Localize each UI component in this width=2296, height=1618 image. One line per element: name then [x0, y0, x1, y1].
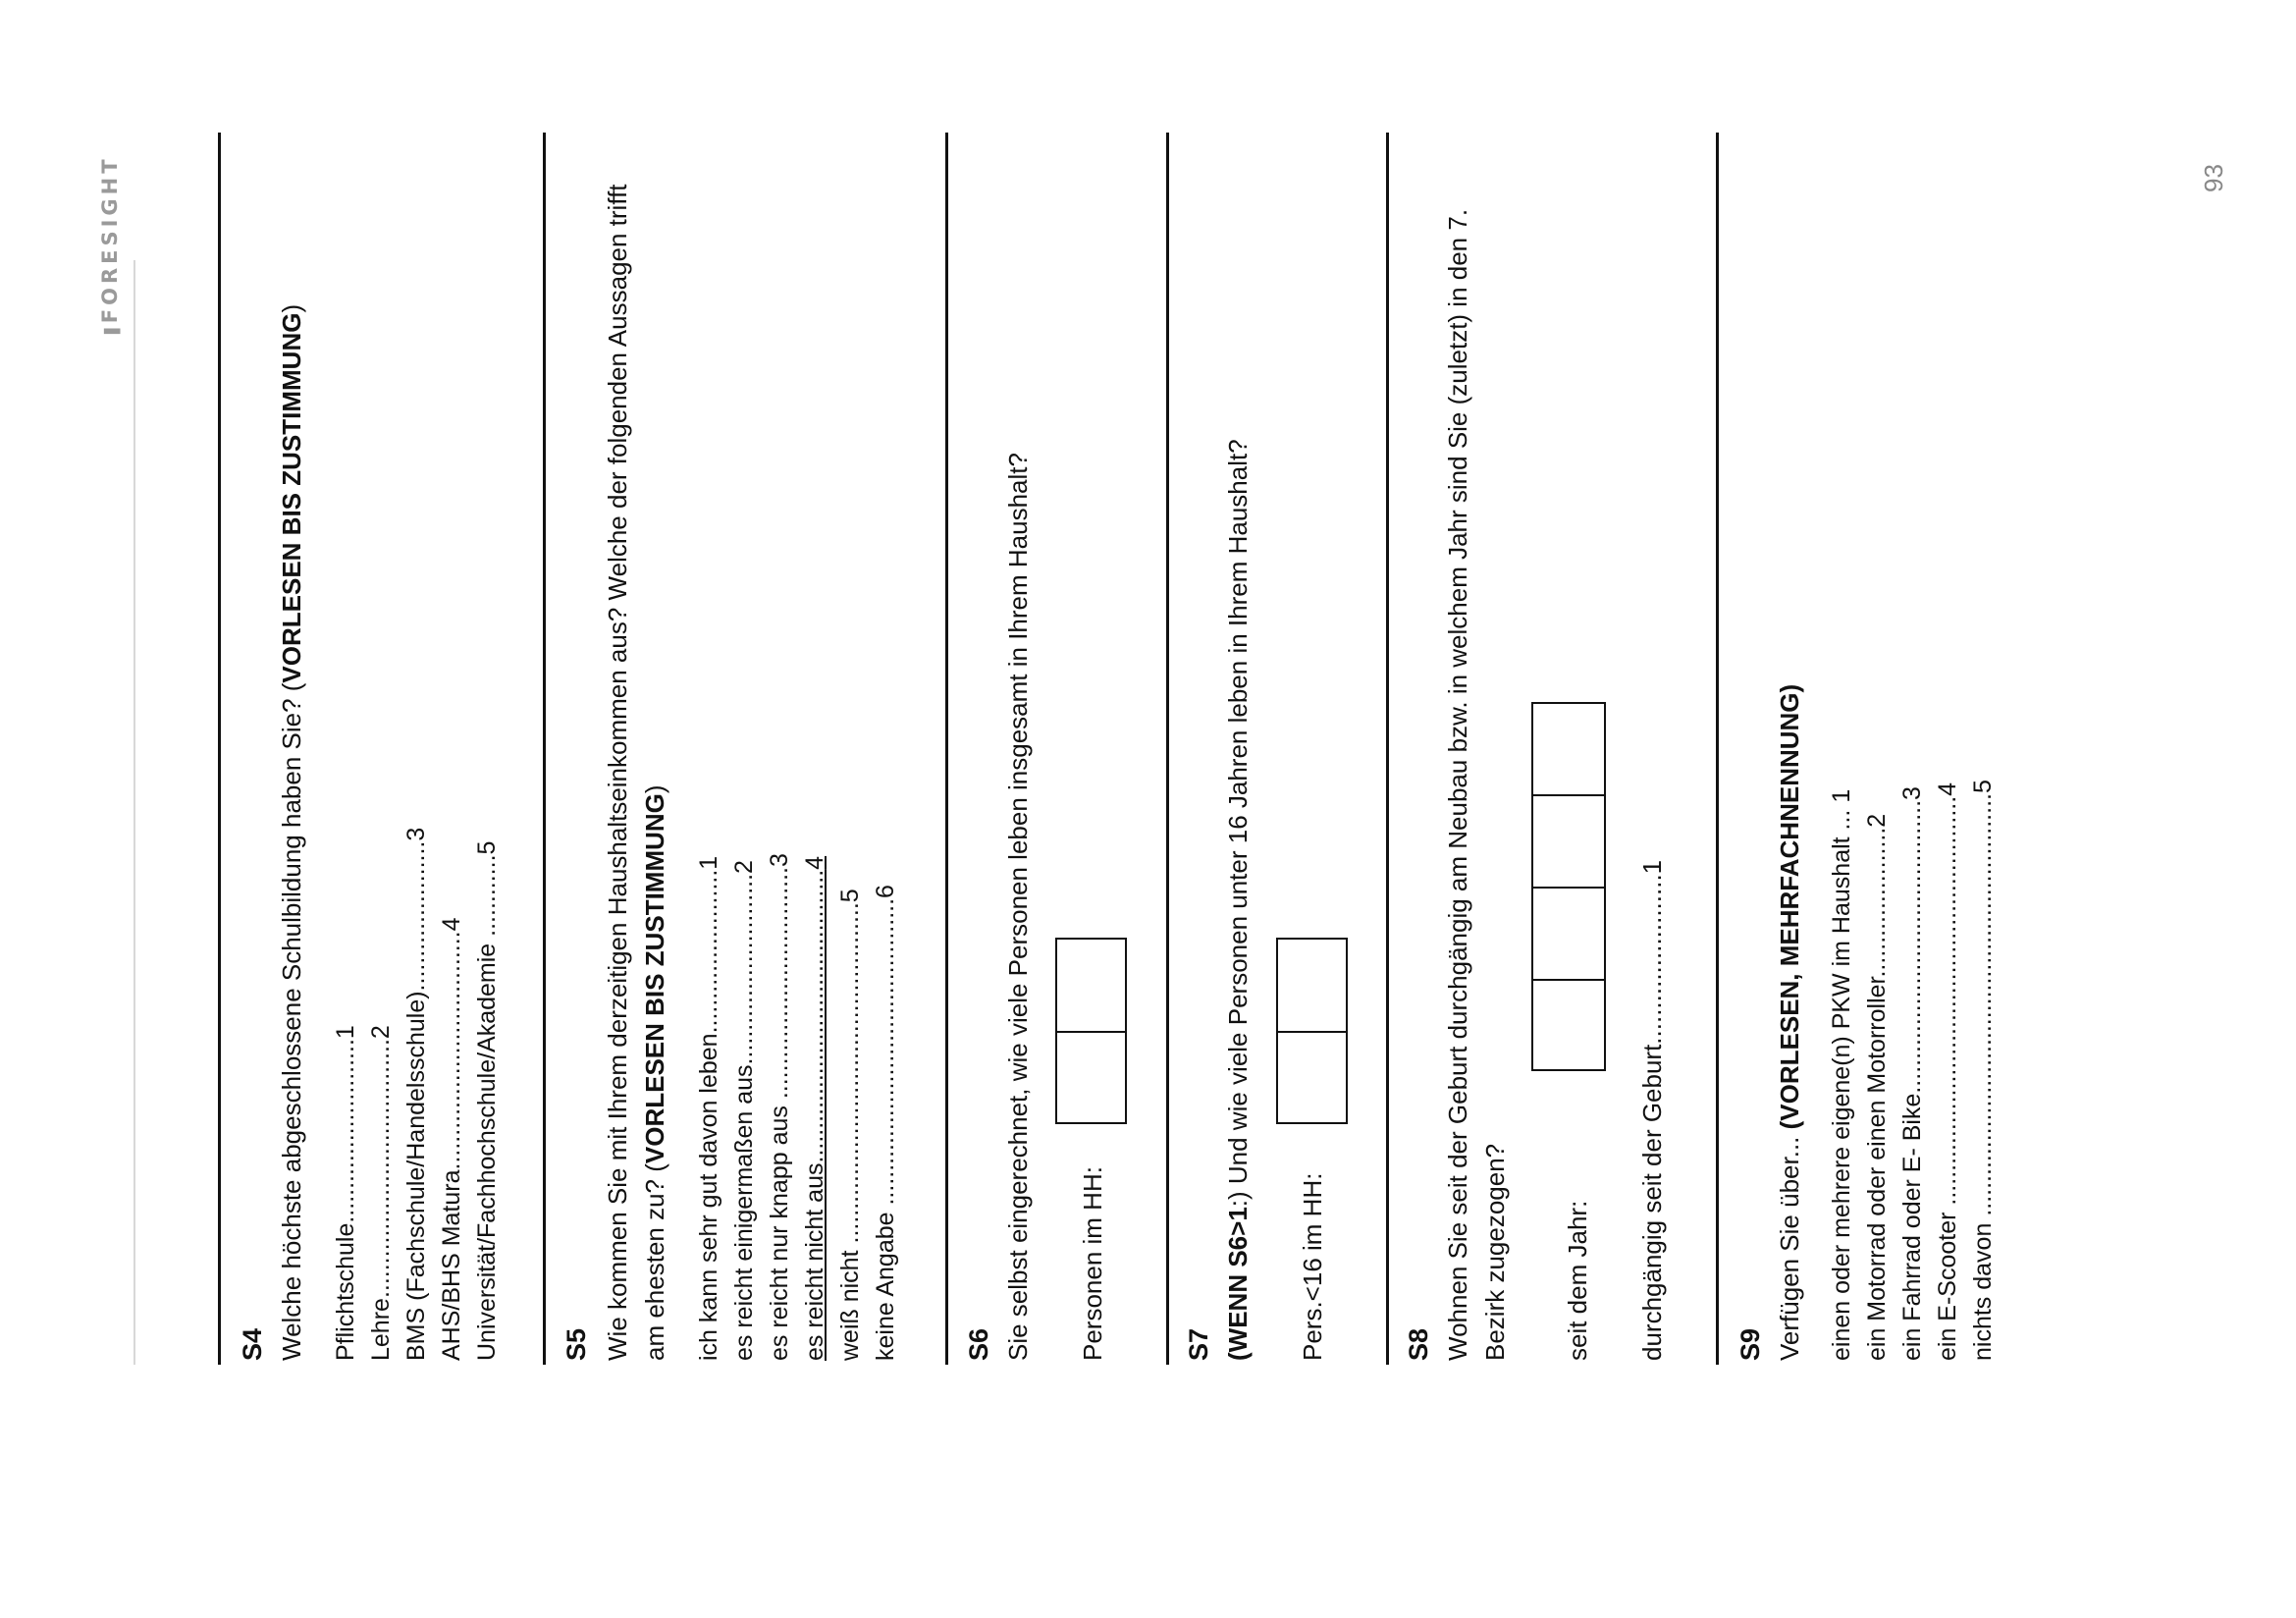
- answer-option[interactable]: ein Motorrad oder einen Motorroller......................2: [1863, 813, 1891, 1361]
- digit-box[interactable]: [1531, 702, 1606, 794]
- question-condition: (WENN S6>1: [1223, 1207, 1253, 1361]
- question-text: Wie kommen Sie mit Ihrem derzeitigen Haushaltseinkommen aus? Welche der folgenden Aussagen trifft am ehesten zu? (VORLESEN BIS ZUSTIMMUNG): [603, 184, 669, 1361]
- digit-box[interactable]: [1055, 938, 1127, 1031]
- section-divider: [218, 133, 221, 1365]
- section-divider: [945, 133, 948, 1365]
- digit-box[interactable]: [1531, 794, 1606, 887]
- answer-option[interactable]: Universität/Fachhochschule/Akademie ............5: [473, 840, 501, 1361]
- answer-option[interactable]: durchgängig seit der Geburt........................1: [1637, 859, 1667, 1361]
- header-divider: [133, 260, 135, 1365]
- question-text: Sie selbst eingerechnet, wie viele Personen leben insgesamt in Ihrem Haushalt?: [1003, 453, 1033, 1361]
- answer-option[interactable]: Pflichtschule...........................1: [332, 1025, 359, 1361]
- question-text: Wohnen Sie seit der Geburt durchgängig am Neubau bzw. in welchem Jahr sind Sie (zuletzt) in den 7. Bezirk zugezogen?: [1443, 208, 1510, 1361]
- children-input-boxes[interactable]: [1276, 938, 1348, 1124]
- section-divider: [1166, 133, 1169, 1365]
- answer-option[interactable]: es reicht nicht aus...........................................4: [801, 855, 828, 1361]
- year-input-boxes[interactable]: [1531, 702, 1606, 1071]
- field-label: Personen im HH:: [1078, 1166, 1107, 1361]
- answer-option[interactable]: BMS (Fachschule/Handelsschule)......................3: [402, 827, 430, 1361]
- answer-option[interactable]: ein E-Scooter ............................................................4: [1934, 782, 1961, 1361]
- section-divider: [1386, 133, 1389, 1365]
- question-id: S4: [238, 1327, 267, 1361]
- brand-logo: ▌FORESIGHT: [98, 155, 122, 334]
- question-text: (WENN S6>1:) Und wie viele Personen unter 16 Jahren leben in Ihrem Haushalt?: [1223, 439, 1253, 1361]
- question-id: S7: [1184, 1327, 1213, 1361]
- answer-option[interactable]: Lehre......................................2: [367, 1025, 395, 1361]
- question-instruction: VORLESEN BIS ZUSTIMMUNG: [277, 312, 306, 683]
- digit-box[interactable]: [1276, 1031, 1348, 1124]
- answer-option[interactable]: ich kann sehr gut davon leben........................1: [695, 855, 722, 1361]
- answer-option[interactable]: es reicht einigermaßen aus............................2: [730, 860, 758, 1361]
- field-label: seit dem Jahr:: [1563, 1200, 1592, 1361]
- answer-option[interactable]: ein Fahrrad oder E- Bike...........................................3: [1898, 786, 1926, 1361]
- field-label: Pers.<16 im HH:: [1298, 1172, 1327, 1361]
- digit-box[interactable]: [1055, 1031, 1127, 1124]
- persons-input-boxes[interactable]: [1055, 938, 1127, 1124]
- question-instruction: VORLESEN BIS ZUSTIMMUNG: [640, 793, 669, 1164]
- page-number: 93: [2199, 164, 2228, 192]
- answer-option[interactable]: es reicht nur knapp aus ..................................3: [766, 853, 793, 1361]
- answer-option[interactable]: nichts davon ..............................................................5: [1969, 780, 1997, 1361]
- question-id: S8: [1404, 1327, 1433, 1361]
- brand-mark-icon: ▌: [105, 323, 121, 334]
- answer-option[interactable]: keine Angabe .............................................6: [872, 885, 899, 1361]
- question-instruction: (VORLESEN, MEHRFACHNENNUNG): [1775, 683, 1804, 1130]
- answer-option[interactable]: einen oder mehrere eigene(n) PKW im Haushalt ... 1: [1828, 788, 1855, 1361]
- digit-box[interactable]: [1531, 979, 1606, 1071]
- section-divider: [1716, 133, 1719, 1365]
- question-text: Verfügen Sie über... (VORLESEN, MEHRFACHNENNUNG): [1775, 683, 1804, 1361]
- answer-option[interactable]: weiß nicht ..................................................5: [836, 889, 864, 1361]
- digit-box[interactable]: [1531, 887, 1606, 979]
- question-id: S5: [561, 1327, 591, 1361]
- question-id: S6: [964, 1327, 993, 1361]
- question-id: S9: [1735, 1327, 1765, 1361]
- answer-option[interactable]: AHS/BHS Matura...................................4: [438, 917, 465, 1361]
- digit-box[interactable]: [1276, 938, 1348, 1031]
- question-text: Welche höchste abgeschlossene Schulbildung haben Sie? (VORLESEN BIS ZUSTIMMUNG): [277, 303, 306, 1361]
- section-divider: [543, 133, 546, 1365]
